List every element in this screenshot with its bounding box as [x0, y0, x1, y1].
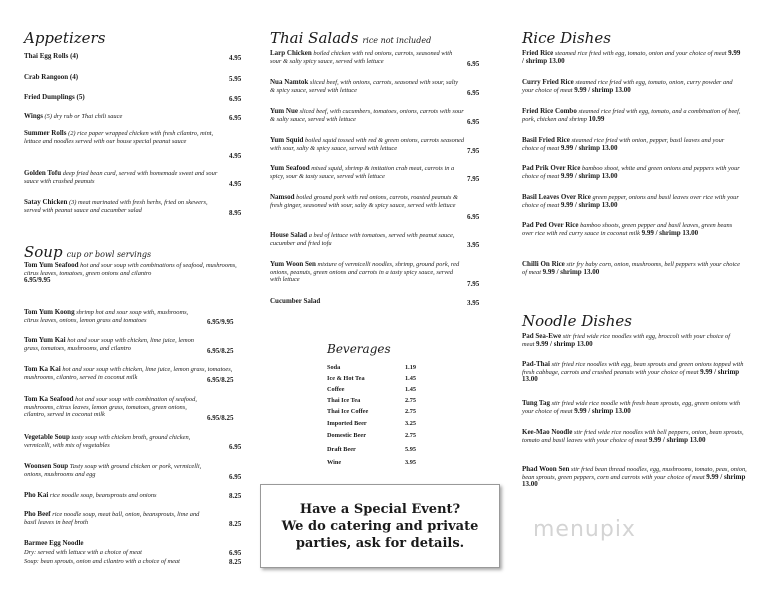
beverage-price: 2.75 [405, 408, 417, 415]
item-price: 6.95 [467, 60, 480, 68]
beverage-name: Draft Beer [327, 446, 356, 453]
item-price: 5.95 [229, 75, 242, 83]
beverage-price: 3.25 [405, 420, 417, 427]
item-price: 6.95 [229, 95, 242, 103]
item-price: 6.95 [229, 549, 242, 557]
beverage-name: Thai Ice Tea [327, 397, 361, 404]
beverages-title: Beverages [327, 342, 391, 356]
beverage-price: 3.95 [405, 459, 417, 466]
item-price: 6.95/8.25 [207, 376, 234, 384]
menu-item: Yum Squid boiled squid tossed with red & green onions, carrots seasoned with sour, salty & spicy sauce, served with lettuce [270, 136, 465, 152]
item-price: 7.95 [467, 280, 480, 288]
menu-item: Phad Woon Sen stir fried bean thread noodles, egg, mushrooms, tomato, peas, onion, bean sprouts, green peppers, corn and carrots with your choice of meat 9.99 / shrimp 13.00 [522, 465, 747, 489]
menu-item: Golden Tofu deep fried bean curd, served with homemade sweet and sour sauce with crushed peanuts [24, 169, 218, 185]
item-price: 8.25 [229, 520, 242, 528]
item-price: 8.25 [229, 558, 242, 566]
menu-item: Fried Rice Combo steamed rice fried with egg, tomato, and a combination of beef, pork, chicken and shrimp 10.99 [522, 107, 741, 123]
menu-item: Pad Sea-Ewe stir fried wide rice noodles with egg, broccoli with your choice of meat 9.99 / shrimp 13.00 [522, 332, 731, 348]
menu-item: Pho Kai rice noodle soup, beansprouts and onions [24, 491, 157, 499]
beverage-name: Soda [327, 364, 341, 371]
menu-item: Vegetable Soup tasty soup with chicken broth, ground chicken, vermicelli, with mix of vegetables [24, 433, 191, 449]
menu-item: Tom Ka Kai hot and sour soup with chicken, lime juice, lemon grass, tomatoes, mushrooms, cilantro, served in coconut milk [24, 365, 233, 381]
menu-item-option: Soup: bean sprouts, onion and cilantro with a choice of meat [24, 558, 180, 565]
menu-item: Kee-Mao Noodle stir fried wide rice noodles with bell peppers, onion, bean sprouts, tomato and basil leaves with your choice of meat 9.99 / shrimp 13.00 [522, 428, 744, 444]
menu-item: Tom Ka Seafood hot and sour soup with combination of seafood, mushrooms, citrus leaves, lemon grass, tomatoes, green onions, cilantro, served in coconut milk [24, 395, 197, 419]
menu-item: House Salad a bed of lettuce with tomatoes, served with peanut sauce, cucumber and fried tofu [270, 231, 455, 247]
beverage-price: 5.95 [405, 446, 417, 453]
item-price: 6.95 [229, 473, 242, 481]
soup-title: Soup cup or bowl servings [24, 243, 152, 261]
item-price: 4.95 [229, 180, 242, 188]
item-price: 6.95 [467, 118, 480, 126]
menu-item: Barmee Egg Noodle [24, 539, 84, 547]
noodle-title: Noodle Dishes [522, 312, 632, 330]
menu-item: Pad Prik Over Rice bamboo shoot, white and green onions and peppers with your choice of meat 9.99 / shrimp 13.00 [522, 164, 740, 180]
rice-title: Rice Dishes [522, 29, 611, 47]
menu-item: Thai Egg Rolls (4) [24, 52, 79, 60]
menu-item: Basil Fried Rice steamed rice fried with onion, pepper, basil leaves and your choice of meat 9.99 / shrimp 13.00 [522, 136, 725, 152]
event-line: We do catering and private [281, 519, 479, 534]
menu-item: Pho Beef rice noodle soup, meat ball, onion, beansprouts, lime and basil leaves in beef broth [24, 510, 200, 526]
menu-item: Woonsen Soup Tasty soup with ground chicken or pork, vermicelli, onions, mushrooms and egg [24, 462, 202, 478]
beverage-price: 2.75 [405, 432, 417, 439]
beverage-price: 1.45 [405, 386, 417, 393]
event-line: parties, ask for details. [295, 536, 465, 551]
event-line: Have a Special Event? [299, 502, 461, 517]
beverage-name: Thai Ice Coffee [327, 408, 369, 415]
item-price: 7.95 [467, 175, 480, 183]
menu-item: Satay Chicken (3) meat marinated with fresh herbs, fried on skewers, served with peanut sauce and cucumber salad [24, 198, 208, 214]
menu-item-option: Dry: served with lettuce with a choice of meat [24, 549, 142, 556]
beverage-name: Domestic Beer [327, 432, 366, 439]
beverage-price: 1.45 [405, 375, 417, 382]
menu-item: Yum Seafood mixed squid, shrimp & imitation crab meat, carrots in a spicy, sour & tasty sauce, served with lettuce [270, 164, 455, 180]
item-price: 6.95/9.95 [207, 318, 234, 326]
item-price: 6.95/8.25 [207, 414, 234, 422]
menu-item: Tom Yum Kai hot and sour soup with chicken, lime juice, lemon grass, tomatoes, mushrooms, and cilantro [24, 336, 194, 352]
item-price: 6.95/8.25 [207, 347, 234, 355]
item-price: 8.95 [229, 209, 242, 217]
item-price: 7.95 [467, 147, 480, 155]
item-price: 3.95 [467, 299, 480, 307]
menu-item: Pad Ped Over Rice bamboo shoots, green pepper and basil leaves, green beans over rice with red curry sauce in coconut milk 9.99 / shrimp 13.00 [522, 221, 733, 237]
beverage-price: 2.75 [405, 397, 417, 404]
beverage-name: Imported Beer [327, 420, 367, 427]
item-price: 6.95 [229, 114, 242, 122]
appetizers-title: Appetizers [24, 29, 106, 47]
item-price: 6.95 [229, 443, 242, 451]
menu-item: Yum Nue sliced beef, with cucumbers, tomatoes, onions, carrots with sour & salty sauce, served with lettuce [270, 107, 464, 123]
item-price: 3.95 [467, 241, 480, 249]
beverage-price: 1.19 [405, 364, 417, 371]
menu-item: Summer Rolls (2) rice paper wrapped chicken with fresh cilantro, mint, lettuce and noodles served with our house special peanut sauce [24, 129, 214, 145]
item-price: 6.95 [467, 213, 480, 221]
menu-item: Tom Yum Koong shrimp hot and sour soup with, mushrooms, citrus leaves, onions, lemon grass and tomatoes [24, 308, 189, 324]
item-price: 8.25 [229, 492, 242, 500]
item-price: 6.95 [467, 89, 480, 97]
menu-item: Yum Woon Sen mixture of vermicelli noodles, shrimp, ground pork, red onions, peanuts, green onions and carrots in a tasty spicy sauce, served with lettuce [270, 260, 460, 284]
item-price: 4.95 [229, 54, 242, 62]
menu-item: Curry Fried Rice steamed rice fried with egg, tomato, onion, curry powder and your choice of meat 9.99 / shrimp 13.00 [522, 78, 733, 94]
menu-item: Chilli On Rice stir fry baby corn, onion, mushrooms, bell peppers with your choice of meat 9.99 / shrimp 13.00 [522, 260, 740, 276]
menu-item: Basil Leaves Over Rice green pepper, onions and basil leaves over rice with your choice of meat 9.99 / shrimp 13.00 [522, 193, 739, 209]
menu-item: Fried Rice steamed rice fried with egg, tomato, onion and your choice of meat 9.99 / shrimp 13.00 [522, 49, 741, 65]
menu-item: Pad-Thai stir fried rice noodles with egg, bean sprouts and green onions topped with fresh cabbage, carrots and crushed peanuts with your choice of meat 9.99 / shrimp 13.00 [522, 360, 744, 384]
salads-title: Thai Salads rice not included [270, 29, 432, 47]
beverage-name: Coffee [327, 386, 345, 393]
menu-item: Wings (5) dry rub or Thai chili sauce [24, 112, 123, 120]
menu-item: Tom Yum Seafood hot and sour soup with combinations of seafood, mushrooms, citrus leaves, tomatoes, green onions and cilantro 6.95/9.95 [24, 261, 237, 285]
menu-item: Larp Chicken boiled chicken with red onions, carrots, seasoned with sour & salty spicy sauce, served with lettuce [270, 49, 453, 65]
watermark: menupix [533, 517, 636, 542]
menu-item: Crab Rangoon (4) [24, 73, 79, 81]
menu-item: Nua Namtok sliced beef, with onions, carrots, seasoned with sour, salty & spicy sauce, served with lettuce [270, 78, 459, 94]
menu-item: Namsod boiled ground pork with red onions, carrots, roasted peanuts & fresh ginger, seasoned with sour, salty & spicy sauce, served with lettuce [270, 193, 458, 209]
special-event-box [260, 484, 500, 568]
menu-item: Cucumber Salad [270, 297, 321, 305]
beverage-name: Wine [327, 459, 342, 466]
menu-item: Fried Dumplings (5) [24, 93, 85, 101]
item-price: 4.95 [229, 152, 242, 160]
menu-item: Tung Tag stir fried wide rice noodle with fresh bean sprouts, egg, green onions with your choice of meat 9.99 / shrimp 13.00 [522, 399, 741, 415]
beverage-name: Ice & Hot Tea [327, 375, 365, 382]
